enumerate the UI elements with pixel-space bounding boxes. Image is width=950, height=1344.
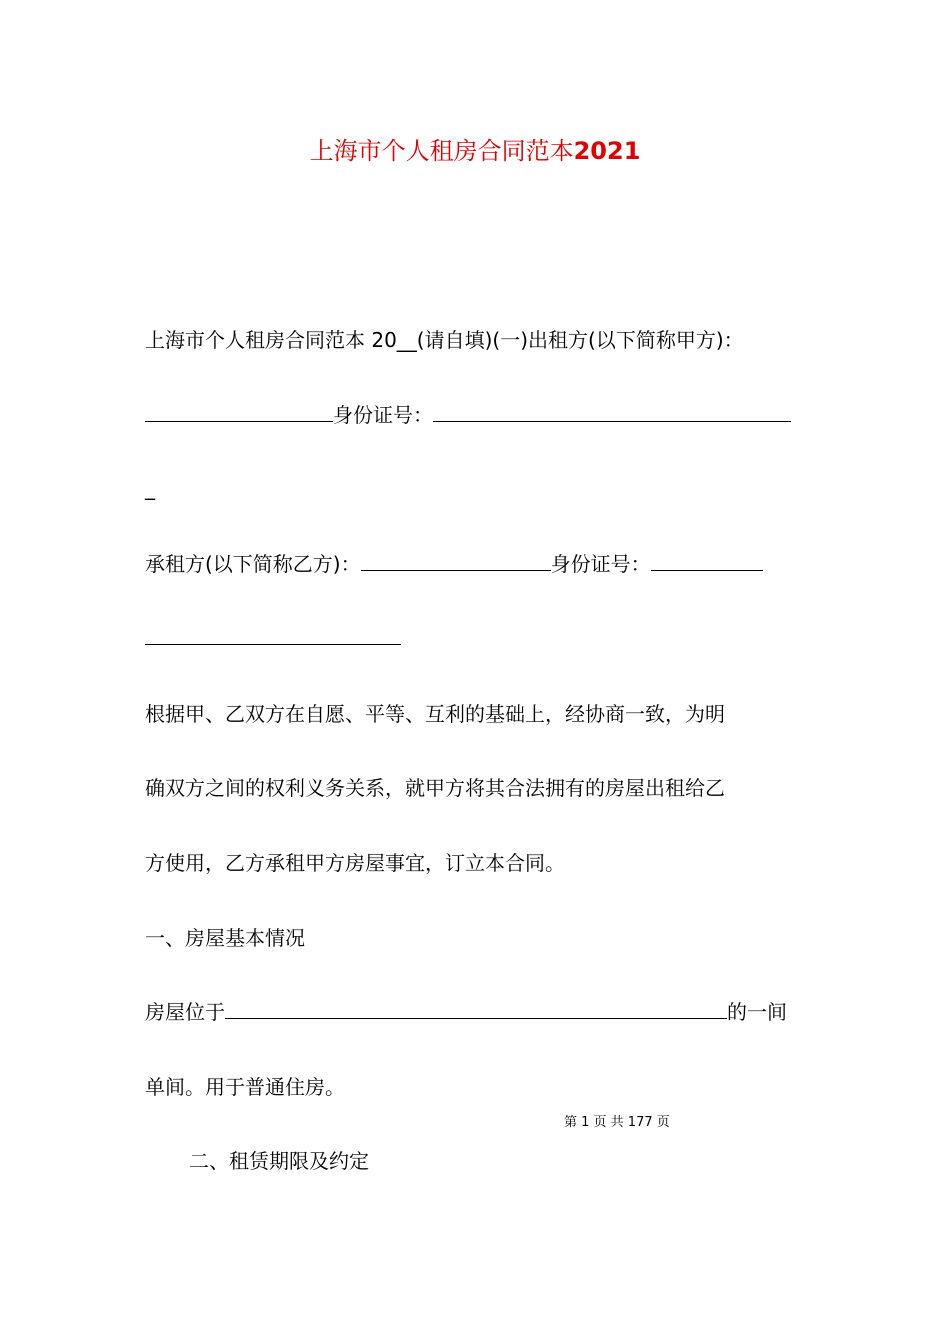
location-prefix: 房屋位于 [145, 1000, 225, 1024]
lessee-id-label: 身份证号： [550, 552, 651, 576]
lessor-id-label: 身份证号： [333, 403, 433, 427]
title-year: 2021 [573, 137, 641, 165]
lessor-fields-line [145, 397, 791, 433]
lessor-id-blank [433, 397, 791, 422]
document-title [0, 131, 950, 166]
lessee-name-blank [361, 546, 551, 571]
paragraph-line-3: 方使用，乙方承租甲方房屋事宜，订立本合同。 [145, 851, 565, 875]
paragraph-line-2: 确双方之间的权利义务关系，就甲方将其合法拥有的房屋出租给乙 [145, 776, 725, 800]
location-suffix: 的一间 [727, 1000, 787, 1024]
lessee-label: 承租方(以下简称乙方)： [145, 552, 361, 576]
paragraph-line-1: 根据甲、乙双方在自愿、平等、互利的基础上，经协商一致，为明 [145, 702, 725, 726]
lessee-id-continuation [145, 620, 401, 656]
section2-heading: 二、租赁期限及约定 [189, 1149, 369, 1173]
lessee-id-blank [651, 546, 763, 571]
page-footer: 第 1 页 共 177 页 [564, 1115, 670, 1130]
lessor-id-continuation: _ [145, 476, 155, 500]
lessee-id-blank-2 [145, 620, 401, 645]
lessee-fields-line [145, 546, 763, 582]
location-blank [225, 994, 727, 1019]
location-line [145, 994, 787, 1030]
location-line-2: 单间。用于普通住房。 [145, 1075, 345, 1099]
lessor-name-blank [145, 397, 333, 422]
title-text: 上海市个人租房合同范本 [309, 137, 574, 165]
section1-heading: 一、房屋基本情况 [145, 926, 305, 950]
intro-line: 上海市个人租房合同范本 20__(请自填)(一)出租方(以下简称甲方)： [145, 328, 744, 352]
